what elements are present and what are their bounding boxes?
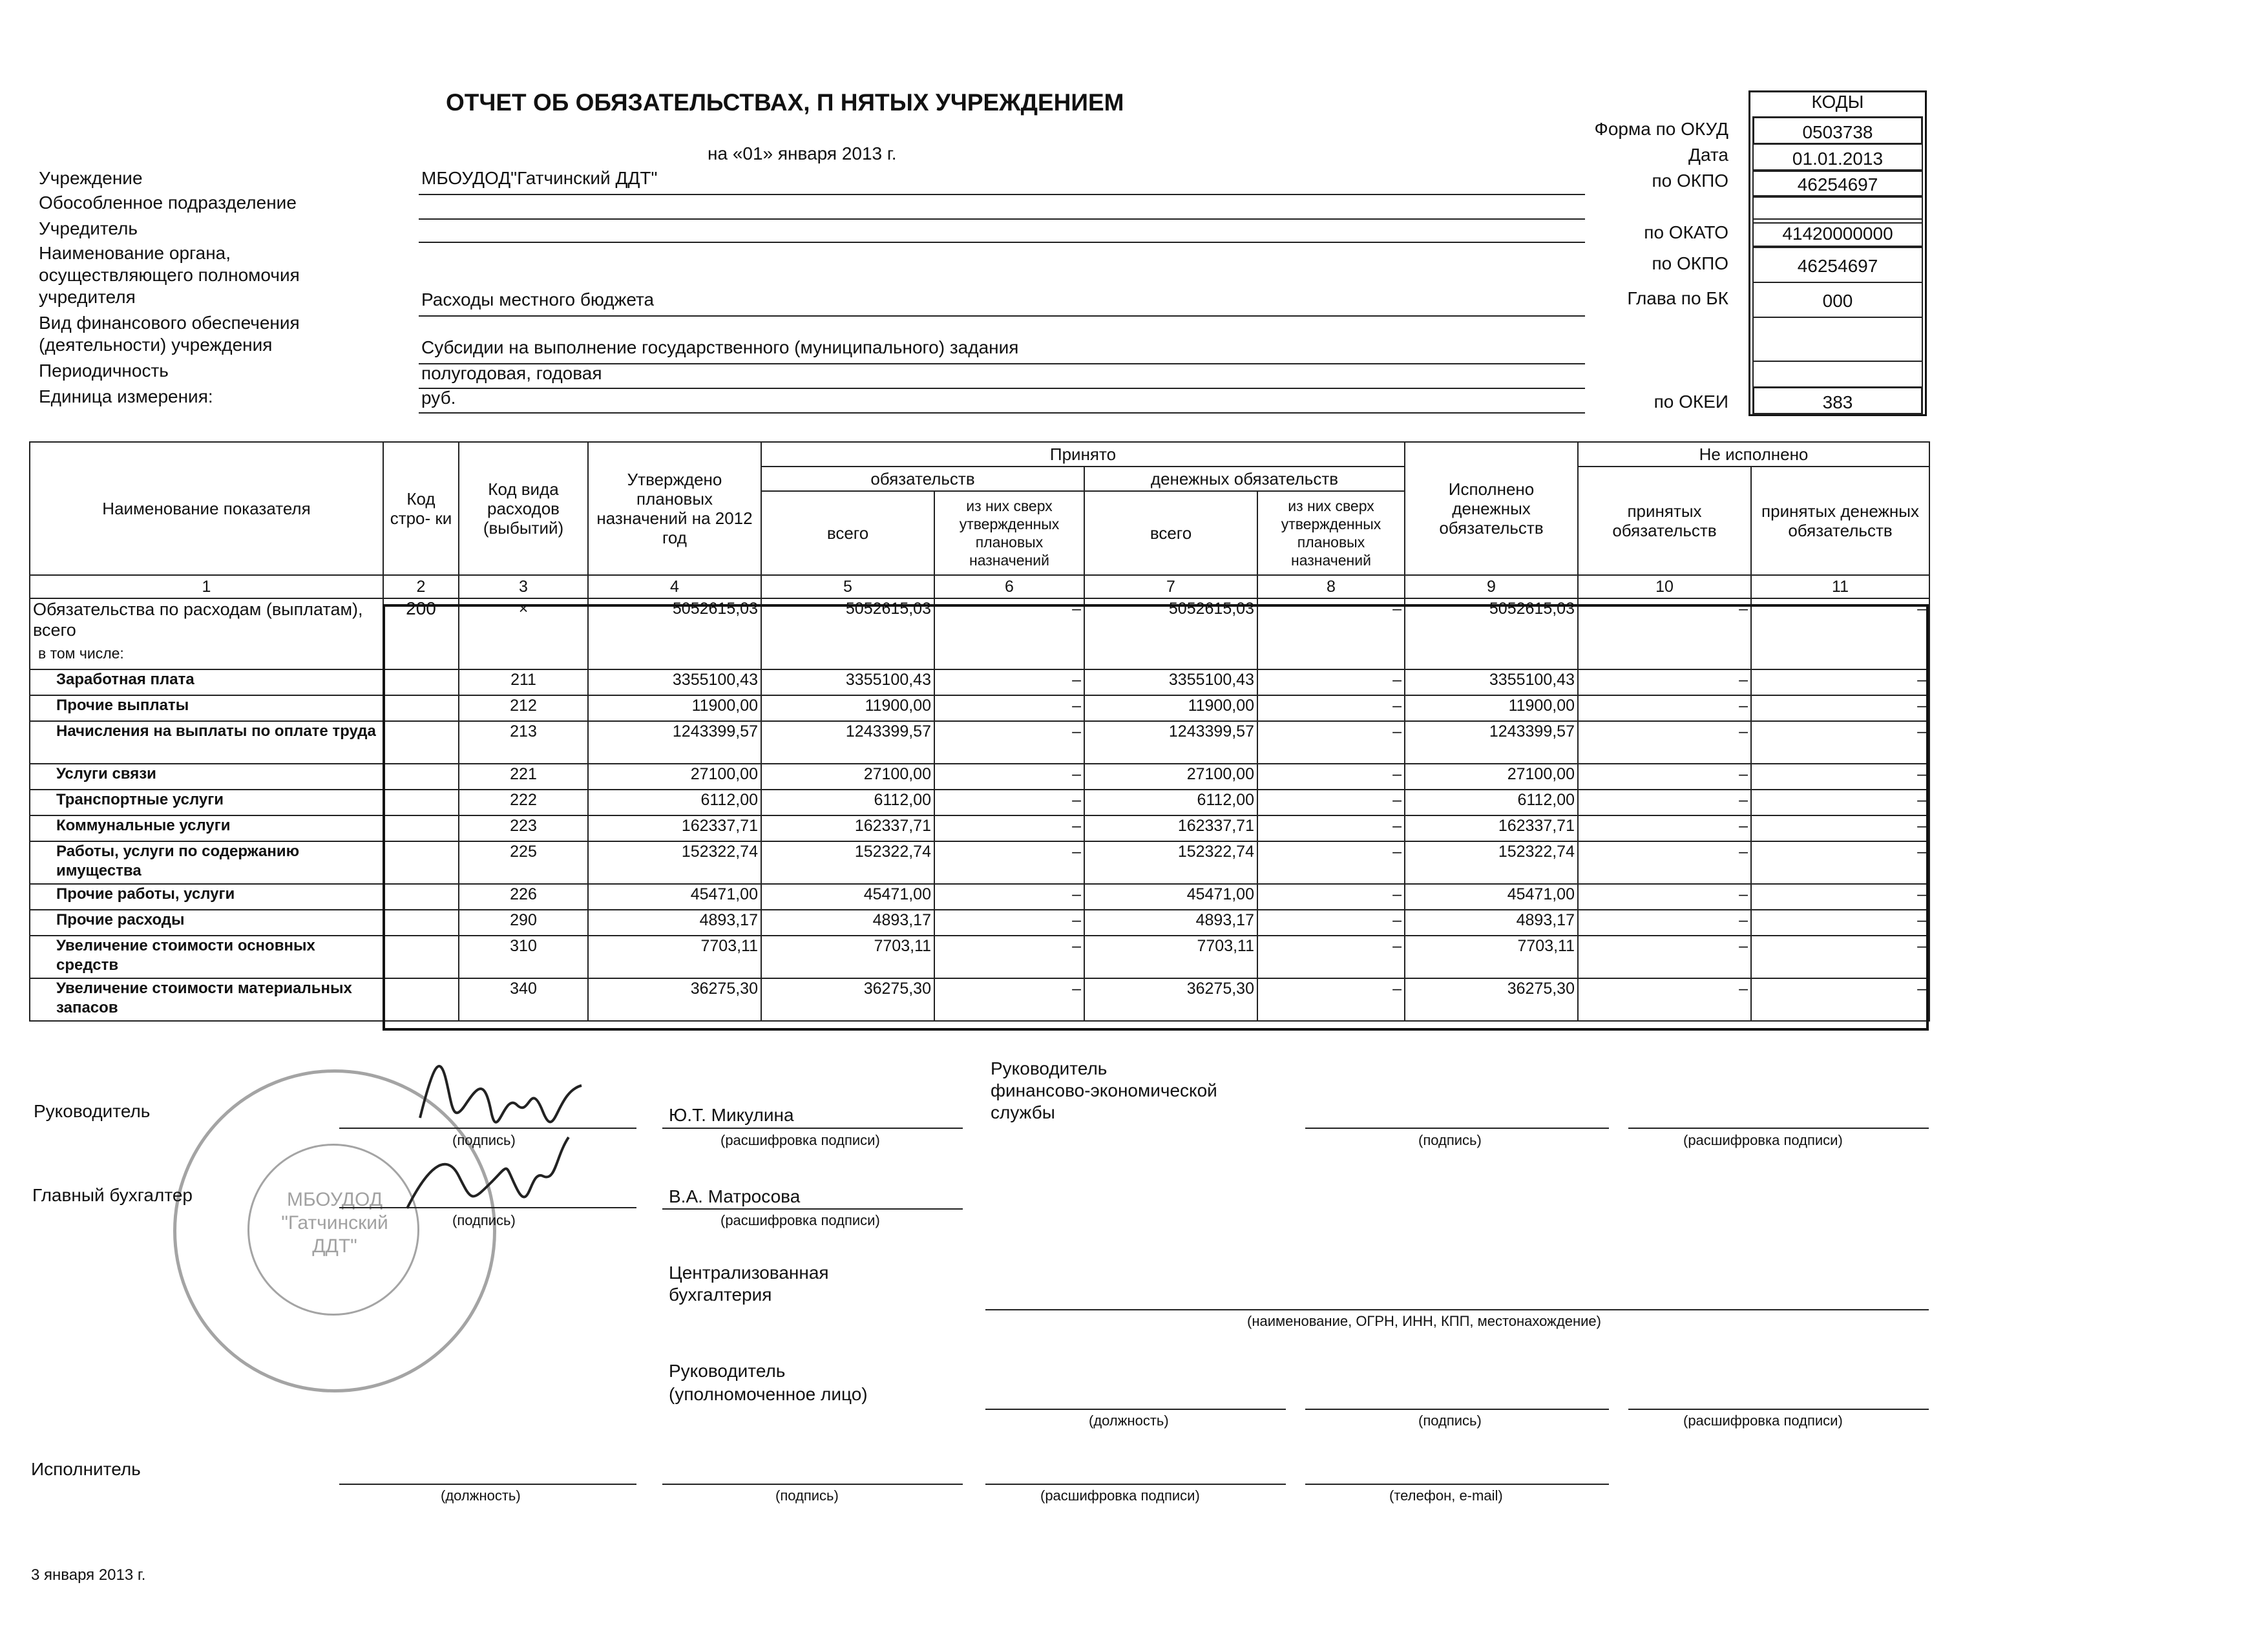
label-authority-2: осуществляющего полномочия bbox=[39, 265, 300, 285]
stamp-text-2: "Гатчинский bbox=[281, 1212, 388, 1234]
authorized-position-caption: (должность) bbox=[1089, 1413, 1169, 1429]
value-periodicity: полугодовая, годовая bbox=[421, 363, 602, 383]
row-money-over-plan: – bbox=[1257, 841, 1405, 884]
row-name: Работы, услуги по содержанию имущества bbox=[30, 841, 383, 884]
executor-position-line bbox=[339, 1484, 636, 1485]
head-name: Ю.Т. Микулина bbox=[669, 1105, 794, 1125]
label-okpo-1: по ОКПО bbox=[1652, 171, 1728, 191]
row-executed: 162337,71 bbox=[1405, 815, 1578, 841]
row-line-code bbox=[383, 815, 459, 841]
row-line-code bbox=[383, 884, 459, 910]
row-executed: 3355100,43 bbox=[1405, 669, 1578, 695]
fin-decode-line bbox=[1628, 1128, 1929, 1129]
footer-date: 3 января 2013 г. bbox=[31, 1566, 146, 1584]
executor-decode-line bbox=[985, 1484, 1286, 1485]
row-money-over-plan: – bbox=[1257, 978, 1405, 1021]
row-obl-over-plan: – bbox=[934, 910, 1084, 936]
row-name: Увеличение стоимости материальных запасов bbox=[30, 978, 383, 1021]
row-line-code bbox=[383, 910, 459, 936]
label-okato: по ОКАТО bbox=[1644, 222, 1728, 242]
row-not-exec-obl: – bbox=[1578, 978, 1751, 1021]
label-date: Дата bbox=[1688, 145, 1728, 165]
th-accepted: Принято bbox=[761, 442, 1405, 467]
value-authority: Расходы местного бюджета bbox=[421, 289, 655, 310]
row-obl-over-plan: – bbox=[934, 764, 1084, 790]
label-bk: Глава по БК bbox=[1627, 288, 1728, 308]
th-total-5: всего bbox=[761, 491, 934, 575]
table-row bbox=[30, 764, 1929, 790]
underline-periodicity bbox=[419, 388, 1585, 389]
row-money-total: 7703,11 bbox=[1084, 936, 1257, 978]
fin-head-label-3: службы bbox=[991, 1102, 1055, 1122]
table-row bbox=[30, 978, 1929, 1021]
row-executed: 7703,11 bbox=[1405, 936, 1578, 978]
row-obl-over-plan: – bbox=[934, 978, 1084, 1021]
chief-decode-line bbox=[662, 1208, 963, 1210]
th-approved: Утверждено плановых назначений на 2012 год bbox=[588, 442, 761, 575]
fin-sign-caption: (подпись) bbox=[1418, 1132, 1482, 1148]
executor-decode-caption: (расшифровка подписи) bbox=[1040, 1487, 1200, 1504]
row-name: Транспортные услуги bbox=[30, 790, 383, 815]
row-approved: 27100,00 bbox=[588, 764, 761, 790]
row-not-exec-obl: – bbox=[1578, 669, 1751, 695]
row-obl-over-plan: – bbox=[934, 790, 1084, 815]
row-line-code bbox=[383, 978, 459, 1021]
row-obl-total: 7703,11 bbox=[761, 936, 934, 978]
row-money-over-plan: – bbox=[1257, 910, 1405, 936]
executor-phone-caption: (телефон, e-mail) bbox=[1389, 1487, 1503, 1504]
code-empty-3 bbox=[1752, 361, 1923, 388]
head-decode-caption: (расшифровка подписи) bbox=[720, 1132, 880, 1148]
column-number-5: 5 bbox=[761, 575, 934, 598]
executor-label: Исполнитель bbox=[31, 1459, 141, 1479]
table-row bbox=[30, 790, 1929, 815]
row-not-exec-money: – bbox=[1751, 764, 1929, 790]
row-exp-code: 211 bbox=[459, 669, 588, 695]
row-exp-code: 222 bbox=[459, 790, 588, 815]
central-label-2: бухгалтерия bbox=[669, 1285, 772, 1305]
row-approved: 1243399,57 bbox=[588, 721, 761, 764]
column-number-11: 11 bbox=[1751, 575, 1929, 598]
row-money-total: 36275,30 bbox=[1084, 978, 1257, 1021]
row-approved: 6112,00 bbox=[588, 790, 761, 815]
row-money-over-plan: – bbox=[1257, 695, 1405, 721]
row-obl-total: 1243399,57 bbox=[761, 721, 934, 764]
column-numbers-row bbox=[30, 575, 1929, 598]
row-not-exec-obl: – bbox=[1578, 790, 1751, 815]
row-money-over-plan: – bbox=[1257, 721, 1405, 764]
row-money-over-plan: – bbox=[1257, 790, 1405, 815]
chief-sign-line bbox=[339, 1207, 636, 1208]
row-approved: 152322,74 bbox=[588, 841, 761, 884]
row-name: Услуги связи bbox=[30, 764, 383, 790]
row-money-total: 152322,74 bbox=[1084, 841, 1257, 884]
codes-header: КОДЫ bbox=[1811, 92, 1864, 112]
row-executed: 4893,17 bbox=[1405, 910, 1578, 936]
code-okpo-1: 46254697 bbox=[1752, 169, 1923, 198]
row-obl-total: 162337,71 bbox=[761, 815, 934, 841]
code-date: 01.01.2013 bbox=[1752, 143, 1923, 172]
row-approved: 45471,00 bbox=[588, 884, 761, 910]
row-money-total: 4893,17 bbox=[1084, 910, 1257, 936]
row-executed: 6112,00 bbox=[1405, 790, 1578, 815]
column-number-4: 4 bbox=[588, 575, 761, 598]
row-exp-code: 310 bbox=[459, 936, 588, 978]
row-exp-code: 221 bbox=[459, 764, 588, 790]
th-accepted-obl: принятых обязательств bbox=[1578, 467, 1751, 575]
row-money-total: 45471,00 bbox=[1084, 884, 1257, 910]
row-money-total: 1243399,57 bbox=[1084, 721, 1257, 764]
head-decode-line bbox=[662, 1128, 963, 1129]
th-executed: Исполнено денежных обязательств bbox=[1405, 442, 1578, 575]
label-finance-type-1: Вид финансового обеспечения bbox=[39, 313, 300, 333]
row-not-exec-money: – bbox=[1751, 695, 1929, 721]
head-sign-line bbox=[339, 1128, 636, 1129]
row-money-over-plan: – bbox=[1257, 815, 1405, 841]
central-line bbox=[985, 1309, 1929, 1310]
row-executed: 45471,00 bbox=[1405, 884, 1578, 910]
row-obl-total: 6112,00 bbox=[761, 790, 934, 815]
row-exp-code: 213 bbox=[459, 721, 588, 764]
row-not-exec-obl: – bbox=[1578, 695, 1751, 721]
fin-head-label-1: Руководитель bbox=[991, 1058, 1108, 1078]
th-obligations: обязательств bbox=[761, 467, 1084, 491]
row-name: Прочие расходы bbox=[30, 910, 383, 936]
incl-label: в том числе: bbox=[38, 645, 124, 662]
row-name: Прочие выплаты bbox=[30, 695, 383, 721]
row-approved: 3355100,43 bbox=[588, 669, 761, 695]
row-executed: 36275,30 bbox=[1405, 978, 1578, 1021]
row-not-exec-money: – bbox=[1751, 721, 1929, 764]
th-accepted-money: принятых денежных обязательств bbox=[1751, 467, 1929, 575]
total-c11: – bbox=[1751, 598, 1929, 669]
label-okud: Форма по ОКУД bbox=[1594, 119, 1728, 139]
label-okei: по ОКЕИ bbox=[1654, 392, 1728, 412]
label-okpo-2: по ОКПО bbox=[1652, 253, 1728, 273]
row-obl-over-plan: – bbox=[934, 669, 1084, 695]
total-line-code: 200 bbox=[383, 598, 459, 669]
row-approved: 7703,11 bbox=[588, 936, 761, 978]
total-exp-code: × bbox=[459, 598, 588, 669]
row-executed: 152322,74 bbox=[1405, 841, 1578, 884]
row-line-code bbox=[383, 790, 459, 815]
th-money-obligations: денежных обязательств bbox=[1084, 467, 1405, 491]
row-exp-code: 223 bbox=[459, 815, 588, 841]
label-founder: Учредитель bbox=[39, 218, 138, 238]
value-finance-type: Субсидии на выполнение государственного (муниципального) задания bbox=[421, 337, 1019, 357]
row-not-exec-obl: – bbox=[1578, 884, 1751, 910]
row-not-exec-money: – bbox=[1751, 841, 1929, 884]
label-finance-type-2: (деятельности) учреждения bbox=[39, 335, 273, 355]
code-okei: 383 bbox=[1752, 386, 1923, 415]
row-not-exec-money: – bbox=[1751, 910, 1929, 936]
total-c4: 5052615,03 bbox=[588, 598, 761, 669]
row-not-exec-money: – bbox=[1751, 884, 1929, 910]
column-number-10: 10 bbox=[1578, 575, 1751, 598]
row-obl-total: 4893,17 bbox=[761, 910, 934, 936]
row-obl-total: 152322,74 bbox=[761, 841, 934, 884]
total-c5: 5052615,03 bbox=[761, 598, 934, 669]
report-date-line: на «01» января 2013 г. bbox=[708, 143, 897, 163]
table-row bbox=[30, 884, 1929, 910]
th-over-plan-6: из них сверх утвержденных плановых назначений bbox=[934, 491, 1084, 575]
row-executed: 1243399,57 bbox=[1405, 721, 1578, 764]
stamp-text-3: ДДТ" bbox=[312, 1235, 357, 1257]
row-money-total: 27100,00 bbox=[1084, 764, 1257, 790]
row-money-over-plan: – bbox=[1257, 669, 1405, 695]
row-not-exec-money: – bbox=[1751, 669, 1929, 695]
row-obl-over-plan: – bbox=[934, 884, 1084, 910]
underline-subdivision bbox=[419, 218, 1585, 220]
label-unit: Единица измерения: bbox=[39, 386, 213, 406]
row-not-exec-obl: – bbox=[1578, 936, 1751, 978]
total-c6: – bbox=[934, 598, 1084, 669]
th-name: Наименование показателя bbox=[30, 442, 383, 575]
underline-founder bbox=[419, 242, 1585, 243]
code-okud: 0503738 bbox=[1752, 116, 1923, 145]
row-executed: 27100,00 bbox=[1405, 764, 1578, 790]
total-c9: 5052615,03 bbox=[1405, 598, 1578, 669]
head-label: Руководитель bbox=[34, 1101, 151, 1121]
row-name: Начисления на выплаты по оплате труда bbox=[30, 721, 383, 764]
row-obl-over-plan: – bbox=[934, 936, 1084, 978]
row-name: Заработная плата bbox=[30, 669, 383, 695]
value-unit: руб. bbox=[421, 388, 456, 408]
row-approved: 162337,71 bbox=[588, 815, 761, 841]
executor-position-caption: (должность) bbox=[441, 1487, 521, 1504]
row-line-code bbox=[383, 936, 459, 978]
authorized-position-line bbox=[985, 1409, 1286, 1410]
underline-institution bbox=[419, 194, 1585, 195]
row-exp-code: 226 bbox=[459, 884, 588, 910]
chief-accountant-name: В.А. Матросова bbox=[669, 1186, 801, 1206]
row-not-exec-money: – bbox=[1751, 815, 1929, 841]
column-number-7: 7 bbox=[1084, 575, 1257, 598]
row-line-code bbox=[383, 695, 459, 721]
fin-sign-line bbox=[1305, 1128, 1609, 1129]
chief-accountant-label: Главный бухгалтер bbox=[32, 1185, 193, 1205]
stamp-text-1: МБОУДОД bbox=[286, 1189, 383, 1210]
th-exp-code: Код вида расходов (выбытий) bbox=[459, 442, 588, 575]
column-number-8: 8 bbox=[1257, 575, 1405, 598]
column-number-1: 1 bbox=[30, 575, 383, 598]
column-number-6: 6 bbox=[934, 575, 1084, 598]
row-obl-over-plan: – bbox=[934, 815, 1084, 841]
central-label-1: Централизованная bbox=[669, 1263, 829, 1283]
row-line-code bbox=[383, 721, 459, 764]
row-name: Увеличение стоимости основных средств bbox=[30, 936, 383, 978]
fin-head-label-2: финансово-экономической bbox=[991, 1080, 1217, 1100]
label-authority-1: Наименование органа, bbox=[39, 243, 231, 263]
row-not-exec-money: – bbox=[1751, 978, 1929, 1021]
row-approved: 36275,30 bbox=[588, 978, 761, 1021]
executor-sign-caption: (подпись) bbox=[775, 1487, 839, 1504]
row-not-exec-obl: – bbox=[1578, 721, 1751, 764]
row-obl-total: 27100,00 bbox=[761, 764, 934, 790]
label-periodicity: Периодичность bbox=[39, 361, 169, 381]
fin-decode-caption: (расшифровка подписи) bbox=[1683, 1132, 1843, 1148]
row-obl-total: 11900,00 bbox=[761, 695, 934, 721]
row-exp-code: 290 bbox=[459, 910, 588, 936]
row-line-code bbox=[383, 764, 459, 790]
row-obl-total: 36275,30 bbox=[761, 978, 934, 1021]
row-obl-total: 3355100,43 bbox=[761, 669, 934, 695]
table-row bbox=[30, 721, 1929, 764]
code-okato: 41420000000 bbox=[1752, 218, 1923, 247]
authorized-decode-line bbox=[1628, 1409, 1929, 1410]
row-money-total: 162337,71 bbox=[1084, 815, 1257, 841]
table-row bbox=[30, 936, 1929, 978]
row-exp-code: 340 bbox=[459, 978, 588, 1021]
head-sign-caption: (подпись) bbox=[452, 1132, 516, 1148]
table-row bbox=[30, 910, 1929, 936]
table-row bbox=[30, 815, 1929, 841]
row-money-over-plan: – bbox=[1257, 936, 1405, 978]
column-number-9: 9 bbox=[1405, 575, 1578, 598]
central-caption: (наименование, ОГРН, ИНН, КПП, местонахождение) bbox=[1247, 1313, 1601, 1329]
row-money-total: 11900,00 bbox=[1084, 695, 1257, 721]
row-not-exec-money: – bbox=[1751, 790, 1929, 815]
column-number-3: 3 bbox=[459, 575, 588, 598]
row-money-total: 6112,00 bbox=[1084, 790, 1257, 815]
row-money-over-plan: – bbox=[1257, 764, 1405, 790]
row-line-code bbox=[383, 669, 459, 695]
row-name: Прочие работы, услуги bbox=[30, 884, 383, 910]
authorized-sign-caption: (подпись) bbox=[1418, 1413, 1482, 1429]
row-obl-over-plan: – bbox=[934, 841, 1084, 884]
row-money-over-plan: – bbox=[1257, 884, 1405, 910]
row-executed: 11900,00 bbox=[1405, 695, 1578, 721]
total-c7: 5052615,03 bbox=[1084, 598, 1257, 669]
code-bk: 000 bbox=[1752, 282, 1923, 318]
row-approved: 11900,00 bbox=[588, 695, 761, 721]
obligations-table bbox=[29, 441, 1930, 1022]
row-obl-over-plan: – bbox=[934, 695, 1084, 721]
executor-sign-line bbox=[662, 1484, 963, 1485]
row-exp-code: 225 bbox=[459, 841, 588, 884]
value-institution: МБОУДОД"Гатчинский ДДТ" bbox=[421, 168, 658, 188]
total-row-name: Обязательства по расходам (выплатам), всего bbox=[33, 600, 363, 640]
chief-sign-caption: (подпись) bbox=[452, 1212, 516, 1228]
underline-unit bbox=[419, 412, 1585, 414]
underline-authority bbox=[419, 315, 1585, 317]
th-not-executed: Не исполнено bbox=[1578, 442, 1929, 467]
table-row bbox=[30, 841, 1929, 884]
row-not-exec-money: – bbox=[1751, 936, 1929, 978]
page-title: ОТЧЕТ ОБ ОБЯЗАТЕЛЬСТВАХ, П НЯТЫХ УЧРЕЖДЕНИЕМ bbox=[446, 89, 1124, 116]
row-approved: 4893,17 bbox=[588, 910, 761, 936]
th-line-code: Код стро- ки bbox=[383, 442, 459, 575]
label-subdivision: Обособленное подразделение bbox=[39, 193, 297, 213]
code-empty-2 bbox=[1752, 317, 1923, 362]
row-exp-code: 212 bbox=[459, 695, 588, 721]
row-not-exec-obl: – bbox=[1578, 910, 1751, 936]
row-name bbox=[30, 598, 383, 669]
th-over-plan-8: из них сверх утвержденных плановых назначений bbox=[1257, 491, 1405, 575]
row-money-total: 3355100,43 bbox=[1084, 669, 1257, 695]
table-row bbox=[30, 695, 1929, 721]
row-not-exec-obl: – bbox=[1578, 764, 1751, 790]
total-c8: – bbox=[1257, 598, 1405, 669]
row-not-exec-obl: – bbox=[1578, 841, 1751, 884]
row-line-code bbox=[383, 841, 459, 884]
row-name: Коммунальные услуги bbox=[30, 815, 383, 841]
authorized-label-2: (уполномоченное лицо) bbox=[669, 1384, 868, 1404]
column-number-2: 2 bbox=[383, 575, 459, 598]
label-institution: Учреждение bbox=[39, 168, 143, 188]
row-not-exec-obl: – bbox=[1578, 815, 1751, 841]
th-total-7: всего bbox=[1084, 491, 1257, 575]
authorized-sign-line bbox=[1305, 1409, 1609, 1410]
chief-decode-caption: (расшифровка подписи) bbox=[720, 1212, 880, 1228]
executor-phone-line bbox=[1305, 1484, 1609, 1485]
total-c10: – bbox=[1578, 598, 1751, 669]
authorized-label-1: Руководитель bbox=[669, 1361, 786, 1381]
table-row-total bbox=[30, 598, 1929, 669]
authorized-decode-caption: (расшифровка подписи) bbox=[1683, 1413, 1843, 1429]
row-obl-total: 45471,00 bbox=[761, 884, 934, 910]
label-authority-3: учредителя bbox=[39, 287, 136, 307]
row-obl-over-plan: – bbox=[934, 721, 1084, 764]
code-okpo-2: 46254697 bbox=[1752, 247, 1923, 283]
table-row bbox=[30, 669, 1929, 695]
